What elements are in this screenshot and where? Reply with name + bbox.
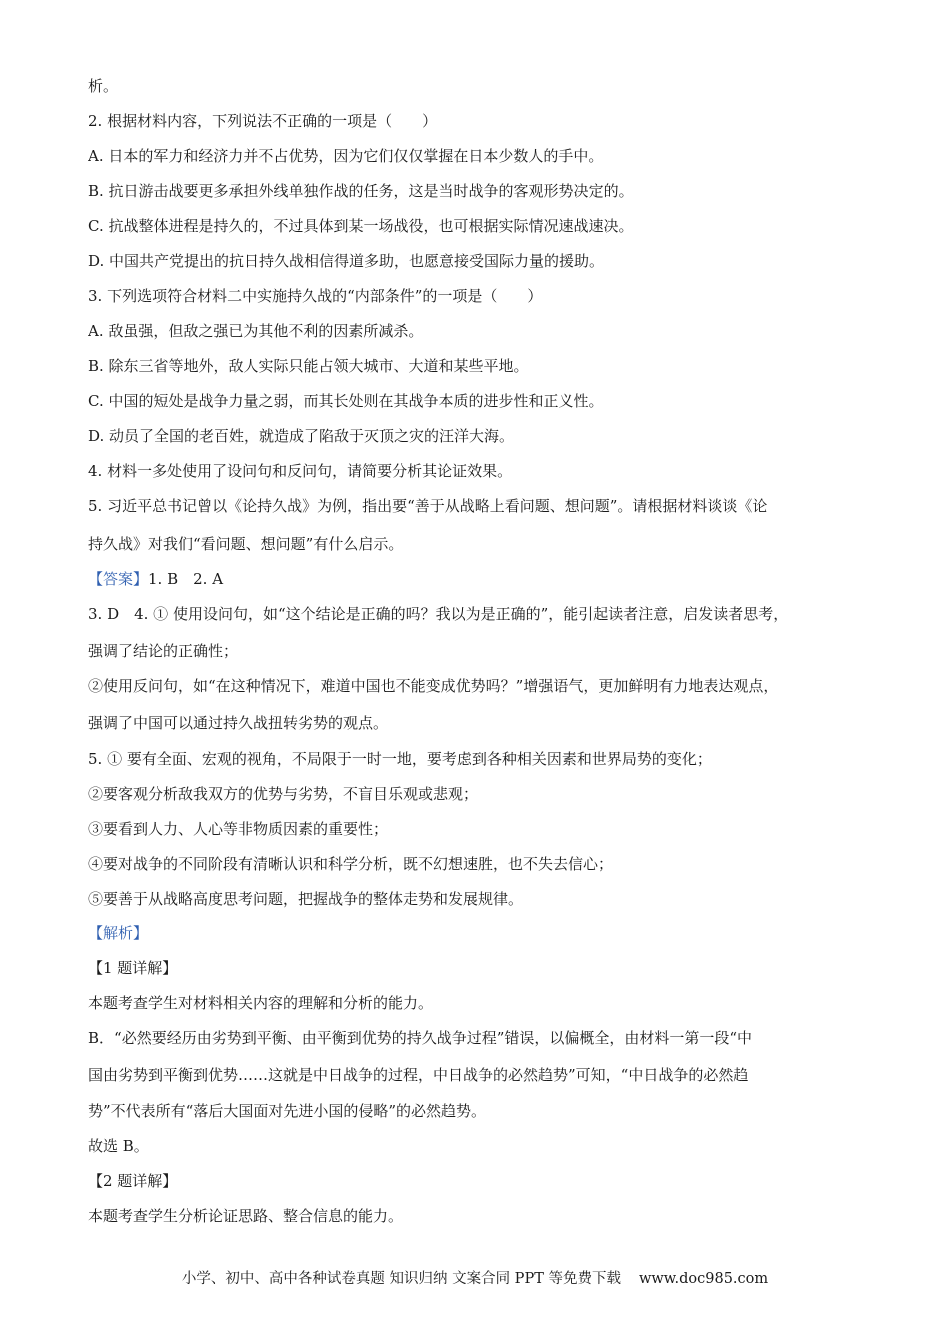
analysis-line: 本题考查学生分析论证思路、整合信息的能力。 xyxy=(88,1207,404,1225)
option-3d: D. 动员了全国的老百姓，就造成了陷敌于灭顶之灾的汪洋大海。 xyxy=(88,427,515,445)
analysis-line: 故选 B。 xyxy=(88,1137,149,1155)
answer-line: ⑤要善于从战略高度思考问题，把握战争的整体走势和发展规律。 xyxy=(88,890,524,908)
answer-line: ④要对战争的不同阶段有清晰认识和科学分析，既不幻想速胜，也不失去信心； xyxy=(88,855,614,873)
option-3a: A. 敌虽强，但敌之强已为其他不利的因素所减杀。 xyxy=(88,322,424,340)
analysis-line: 势”不代表所有“落后大国面对先进小国的侵略”的必然趋势。 xyxy=(88,1102,487,1120)
option-2c: C. 抗战整体进程是持久的，不过具体到某一场战役，也可根据实际情况速战速决。 xyxy=(88,217,634,235)
answer-heading xyxy=(88,568,890,590)
analysis-line: B．“必然要经历由劣势到平衡、由平衡到优势的持久战争过程”错误，以偏概全，由材料一第一段“中 xyxy=(88,1029,753,1047)
analysis-tag: 【解析】 xyxy=(88,924,149,942)
answer-line: 强调了中国可以通过持久战扭转劣势的观点。 xyxy=(88,714,389,732)
answer-line: 强调了结论的正确性； xyxy=(88,642,239,660)
answer-line: 5. ① 要有全面、宏观的视角，不局限于一时一地，要考虑到各种相关因素和世界局势的变化； xyxy=(88,750,712,768)
question-3: 3. 下列选项符合材料二中实施持久战的“内部条件”的一项是（ ） xyxy=(88,287,543,305)
answer-line: 3. D 4. ① 使用设问句，如“这个结论是正确的吗？我以为是正确的”，能引起读者注意，启发读者思考， xyxy=(88,605,789,623)
option-3b: B. 除东三省等地外，敌人实际只能占领大城市、大道和某些平地。 xyxy=(88,357,529,375)
option-2b: B. 抗日游击战要更多承担外线单独作战的任务，这是当时战争的客观形势决定的。 xyxy=(88,182,634,200)
analysis-line: 国由劣势到平衡到优势……这就是中日战争的过程，中日战争的必然趋势”可知，“中日战争的必然趋 xyxy=(88,1066,749,1084)
answer-text: 1. B 2. A xyxy=(148,570,224,588)
text-line: 析。 xyxy=(88,77,119,95)
question-4: 4. 材料一多处使用了设问句和反问句，请简要分析其论证效果。 xyxy=(88,462,513,480)
option-2a: A. 日本的军力和经济力并不占优势，因为它们仅仅掌握在日本少数人的手中。 xyxy=(88,147,604,165)
answer-line: ②使用反问句，如“在这种情况下，难道中国也不能变成优势吗？”增强语气，更加鲜明有力地表达观点， xyxy=(88,677,779,695)
option-2d: D. 中国共产党提出的抗日持久战相信得道多助，也愿意接受国际力量的援助。 xyxy=(88,252,605,270)
question-5: 5. 习近平总书记曾以《论持久战》为例，指出要“善于从战略上看问题、想问题”。请根据材料谈谈《论 xyxy=(88,497,768,515)
answer-line: ②要客观分析敌我双方的优势与劣势，不盲目乐观或悲观； xyxy=(88,785,479,803)
footer-text: 小学、初中、高中各种试卷真题 知识归纳 文案合同 PPT 等免费下载 xyxy=(181,1271,621,1287)
analysis-line: 本题考查学生对材料相关内容的理解和分析的能力。 xyxy=(88,994,434,1012)
detail-heading-1: 【1 题详解】 xyxy=(88,959,178,977)
answer-line: ③要看到人力、人心等非物质因素的重要性； xyxy=(88,820,389,838)
question-5-cont: 持久战》对我们“看问题、想问题”有什么启示。 xyxy=(88,535,404,553)
option-3c: C. 中国的短处是战争力量之弱，而其长处则在其战争本质的进步性和正义性。 xyxy=(88,392,604,410)
footer-site-link[interactable]: www.doc985.com xyxy=(638,1271,769,1287)
question-2: 2. 根据材料内容，下列说法不正确的一项是（ ） xyxy=(88,112,438,130)
page-footer xyxy=(0,1268,950,1290)
answer-tag: 【答案】 xyxy=(88,570,149,588)
detail-heading-2: 【2 题详解】 xyxy=(88,1172,178,1190)
